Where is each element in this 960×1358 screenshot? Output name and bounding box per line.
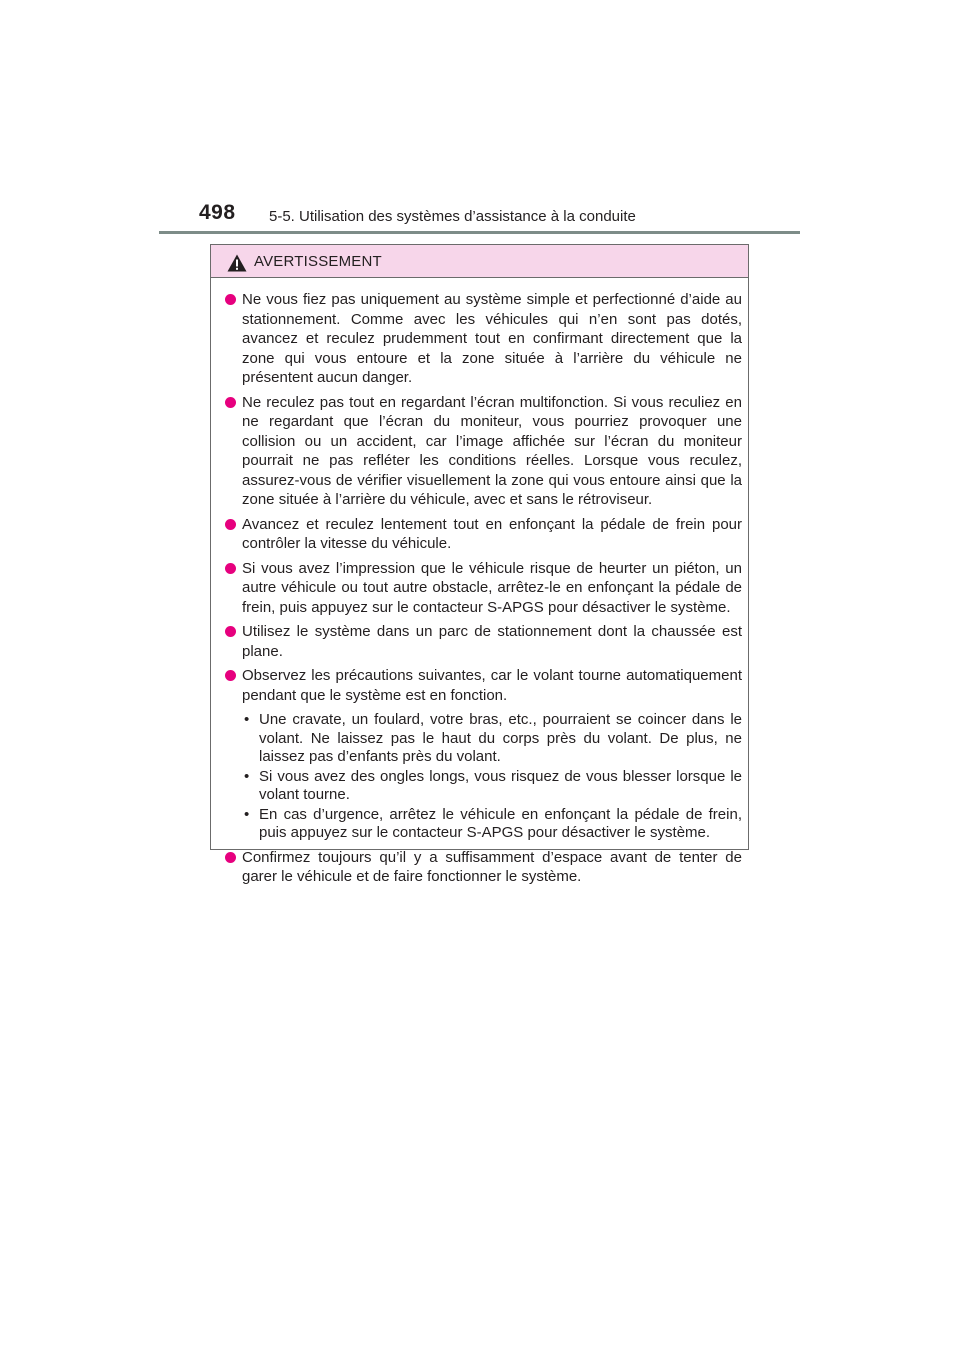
warning-item [225,848,742,887]
warning-item [225,622,742,661]
warning-triangle-icon [227,254,247,272]
bullet-dot-icon [225,852,236,863]
sub-bullet-icon: • [244,711,250,728]
sub-list-item [242,806,742,843]
bullet-dot-icon [225,519,236,530]
warning-body [211,278,748,887]
sub-list-item [242,711,742,767]
warning-item-text: Ne vous fiez pas uniquement au système simple et perfectionné d’aide au stationnement. Comme avec les véhicules qui n’en sont pas dotés, avancez et reculez prudemment tout en confirmant directement que la zone qui vous entoure et la zone située à l’arrière du véhicule ne présentent aucun danger. [242,291,742,386]
page-header [0,0,960,240]
warning-item [225,393,742,510]
warning-item-text: Avancez et reculez lentement tout en enfonçant la pédale de frein pour contrôler la vitesse du véhicule. [242,515,742,552]
sub-item-text: Si vous avez des ongles longs, vous risquez de vous blesser lorsque le volant tourne. [259,767,742,803]
bullet-dot-icon [225,563,236,574]
warning-item-text: Confirmez toujours qu’il y a suffisamment d’espace avant de tenter de garer le véhicule et de faire fonctionner le système. [242,848,742,885]
sub-list-item [242,768,742,805]
bullet-dot-icon [225,397,236,408]
warning-item-text: Observez les précautions suivantes, car le volant tourne automatiquement pendant que le système est en fonction. [242,667,742,704]
section-title: 5-5. Utilisation des systèmes d’assistance à la conduite [269,208,636,225]
sub-bullet-icon: • [244,767,250,785]
bullet-dot-icon [225,670,236,681]
sub-bullet-icon: • [244,805,250,823]
warning-title: AVERTISSEMENT [254,253,382,270]
sub-item-text: Une cravate, un foulard, votre bras, etc., pourraient se coincer dans le volant. Ne laissez pas le haut du corps près du volant. De plus, ne laissez pas d’enfants près du volant. [259,711,742,765]
bullet-dot-icon [225,294,236,305]
bullet-dot-icon [225,626,236,637]
warning-item-text: Utilisez le système dans un parc de stationnement dont la chaussée est plane. [242,623,742,660]
page-number: 498 [199,201,236,224]
warning-box [210,244,749,885]
warning-item-text: Si vous avez l’impression que le véhicule risque de heurter un piéton, un autre véhicule ou tout autre obstacle, arrêtez-le en enfonçant la pédale de frein, puis appuyez sur le contacteur S-APGS pour désactiver le système. [242,559,742,616]
warning-item [225,290,742,388]
sub-list [242,711,742,843]
warning-item-text: Ne reculez pas tout en regardant l’écran multifonction. Si vous reculiez en ne regardant que l’écran du moniteur, vous pourriez provoquer une collision ou un accident, car l’image affichée sur l’écran du moniteur pourrait ne pas refléter les conditions réelles. Lorsque vous reculez, assurez-vous de vérifier visuellement la zone qui vous entoure ainsi que la zone située à l’arrière du véhicule, avec et sans le rétroviseur. [242,393,742,508]
warning-header [211,245,748,278]
header-divider [159,231,800,234]
warning-item [225,515,742,554]
warning-item [225,666,742,843]
warning-item [225,559,742,618]
sub-item-text: En cas d’urgence, arrêtez le véhicule en enfonçant la pédale de frein, puis appuyez sur le contacteur S-APGS pour désactiver le système. [259,805,742,841]
